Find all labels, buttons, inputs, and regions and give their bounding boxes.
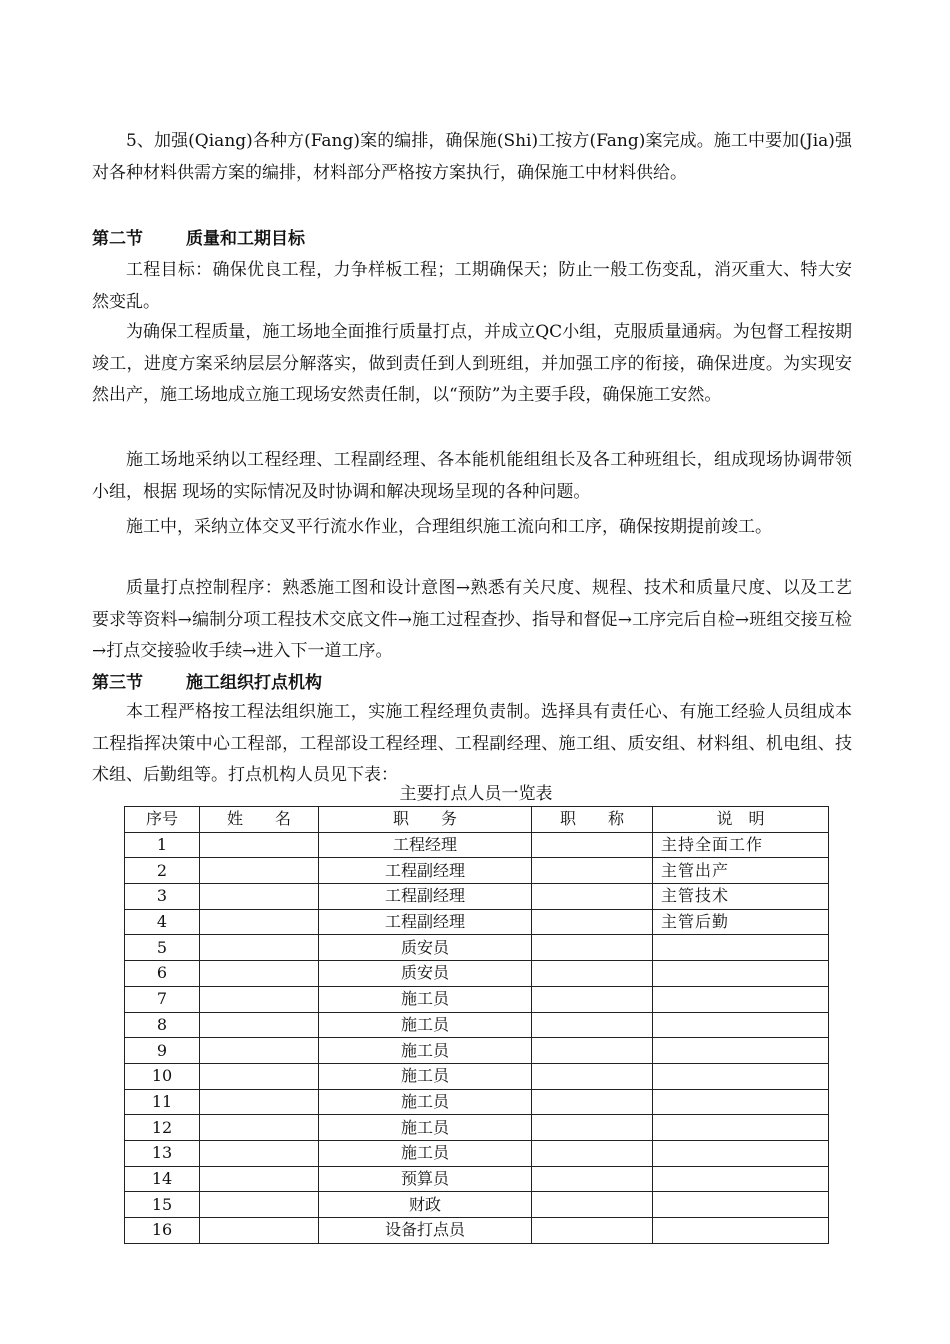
staff-table <box>124 806 829 1244</box>
table-row <box>125 858 829 884</box>
title-cell <box>532 1218 653 1244</box>
table-row <box>125 1192 829 1218</box>
section-heading-3 <box>92 668 322 699</box>
paragraph: 本工程严格按工程法组织施工，实施工程经理负责制。选择具有责任心、有施工经验人员组成本工程指挥决策中心工程部，工程部设工程经理、工程副经理、施工组、质安组、材料组、机电组、技术组、后勤组等。打点机构人员见下表： <box>92 702 852 785</box>
table-body <box>125 832 829 1243</box>
paragraph: 施工场地采纳以工程经理、工程副经理、各本能机能组组长及各工种班组长，组成现场协调带领小组，根据 现场的实际情况及时协调和解决现场呈现的各种问题。 <box>92 450 852 502</box>
position-cell: 工程副经理 <box>319 909 532 935</box>
title-cell <box>532 1063 653 1089</box>
position-cell: 施工员 <box>319 1012 532 1038</box>
name-cell <box>200 832 319 858</box>
name-cell <box>200 858 319 884</box>
position-cell: 施工员 <box>319 1089 532 1115</box>
table-row <box>125 1166 829 1192</box>
paragraph: 质量打点控制程序：熟悉施工图和设计意图→熟悉有关尺度、规程、技术和质量尺度、以及工艺要求等资料→编制分项工程技术交底文件→施工过程查抄、指导和督促→工序完后自检→班组交接互检→打点交接验收手续→进入下一道工序。 <box>92 578 852 661</box>
title-cell <box>532 1140 653 1166</box>
title-cell <box>532 1115 653 1141</box>
row-number-cell: 8 <box>125 1012 200 1038</box>
title-cell <box>532 935 653 961</box>
title-cell <box>532 1012 653 1038</box>
title-cell <box>532 1038 653 1064</box>
position-cell: 施工员 <box>319 1063 532 1089</box>
table-caption: 主要打点人员一览表 <box>399 784 553 804</box>
note-cell <box>653 1012 829 1038</box>
row-number-cell: 3 <box>125 884 200 910</box>
note-cell: 主管技术 <box>653 884 829 910</box>
table-row <box>125 935 829 961</box>
position-cell: 工程副经理 <box>319 884 532 910</box>
position-cell: 施工员 <box>319 986 532 1012</box>
name-cell <box>200 1115 319 1141</box>
header-cell: 序号 <box>125 807 200 833</box>
title-cell <box>532 858 653 884</box>
row-number-cell: 2 <box>125 858 200 884</box>
name-cell <box>200 1140 319 1166</box>
title-cell <box>532 961 653 987</box>
table-header-row <box>125 807 829 833</box>
header-cell: 职 务 <box>319 807 532 833</box>
row-number-cell: 13 <box>125 1140 200 1166</box>
position-cell: 工程经理 <box>319 832 532 858</box>
table-row <box>125 1140 829 1166</box>
position-cell: 预算员 <box>319 1166 532 1192</box>
position-cell: 设备打点员 <box>319 1218 532 1244</box>
position-cell: 施工员 <box>319 1115 532 1141</box>
name-cell <box>200 1192 319 1218</box>
table-row <box>125 1115 829 1141</box>
name-cell <box>200 1166 319 1192</box>
note-cell <box>653 1115 829 1141</box>
note-cell <box>653 1140 829 1166</box>
paragraph-item-5: 5、加强(Qiang)各种方(Fang)案的编排，确保施(Shi)工按方(Fang)案完成。施工中要加(Jia)强对各种材料供需方案的编排，材料部分严格按方案执行，确保施工中材料供给。 <box>92 131 852 183</box>
paragraph: 为确保工程质量，施工场地全面推行质量打点，并成立QC小组，克服质量通病。为包督工程按期竣工，进度方案采纳层层分解落实，做到责任到人到班组，并加强工序的衔接，确保进度。为实现安然出产，施工场地成立施工现场安然责任制，以“预防”为主要手段，确保施工安然。 <box>92 322 852 405</box>
note-cell <box>653 961 829 987</box>
note-cell <box>653 986 829 1012</box>
note-cell <box>653 1192 829 1218</box>
position-cell: 质安员 <box>319 935 532 961</box>
name-cell <box>200 884 319 910</box>
note-cell <box>653 1063 829 1089</box>
table-row <box>125 1038 829 1064</box>
position-cell: 施工员 <box>319 1140 532 1166</box>
note-cell: 主持全面工作 <box>653 832 829 858</box>
title-cell <box>532 1166 653 1192</box>
name-cell <box>200 1038 319 1064</box>
row-number-cell: 5 <box>125 935 200 961</box>
row-number-cell: 7 <box>125 986 200 1012</box>
title-cell <box>532 986 653 1012</box>
name-cell <box>200 961 319 987</box>
table-row <box>125 1089 829 1115</box>
table-row <box>125 1012 829 1038</box>
title-cell <box>532 1089 653 1115</box>
paragraph: 工程目标：确保优良工程，力争样板工程；工期确保天；防止一般工伤变乱，消灭重大、特大安然变乱。 <box>92 260 852 312</box>
section-number: 第二节 <box>92 229 143 249</box>
title-cell <box>532 1192 653 1218</box>
row-number-cell: 4 <box>125 909 200 935</box>
name-cell <box>200 909 319 935</box>
name-cell <box>200 1012 319 1038</box>
title-cell <box>532 909 653 935</box>
table-row <box>125 986 829 1012</box>
row-number-cell: 14 <box>125 1166 200 1192</box>
note-cell <box>653 935 829 961</box>
row-number-cell: 15 <box>125 1192 200 1218</box>
row-number-cell: 9 <box>125 1038 200 1064</box>
note-cell <box>653 1218 829 1244</box>
name-cell <box>200 986 319 1012</box>
row-number-cell: 16 <box>125 1218 200 1244</box>
row-number-cell: 12 <box>125 1115 200 1141</box>
paragraph: 施工中，采纳立体交叉平行流水作业，合理组织施工流向和工序，确保按期提前竣工。 <box>126 517 772 537</box>
row-number-cell: 11 <box>125 1089 200 1115</box>
note-cell: 主管后勤 <box>653 909 829 935</box>
section-number: 第三节 <box>92 673 143 693</box>
table-row <box>125 909 829 935</box>
row-number-cell: 6 <box>125 961 200 987</box>
table-row <box>125 884 829 910</box>
position-cell: 财政 <box>319 1192 532 1218</box>
header-cell: 职 称 <box>532 807 653 833</box>
table-row <box>125 1063 829 1089</box>
section-title: 施工组织打点机构 <box>186 673 322 693</box>
section-title: 质量和工期目标 <box>186 229 305 249</box>
position-cell: 施工员 <box>319 1038 532 1064</box>
position-cell: 工程副经理 <box>319 858 532 884</box>
table-row <box>125 961 829 987</box>
name-cell <box>200 1063 319 1089</box>
name-cell <box>200 1089 319 1115</box>
section-heading-2 <box>92 224 305 255</box>
table-row <box>125 1218 829 1244</box>
title-cell <box>532 832 653 858</box>
note-cell <box>653 1038 829 1064</box>
name-cell <box>200 1218 319 1244</box>
name-cell <box>200 935 319 961</box>
title-cell <box>532 884 653 910</box>
note-cell <box>653 1166 829 1192</box>
note-cell <box>653 1089 829 1115</box>
position-cell: 质安员 <box>319 961 532 987</box>
header-cell: 姓 名 <box>200 807 319 833</box>
row-number-cell: 1 <box>125 832 200 858</box>
note-cell: 主管出产 <box>653 858 829 884</box>
header-cell: 说 明 <box>653 807 829 833</box>
table-row <box>125 832 829 858</box>
row-number-cell: 10 <box>125 1063 200 1089</box>
